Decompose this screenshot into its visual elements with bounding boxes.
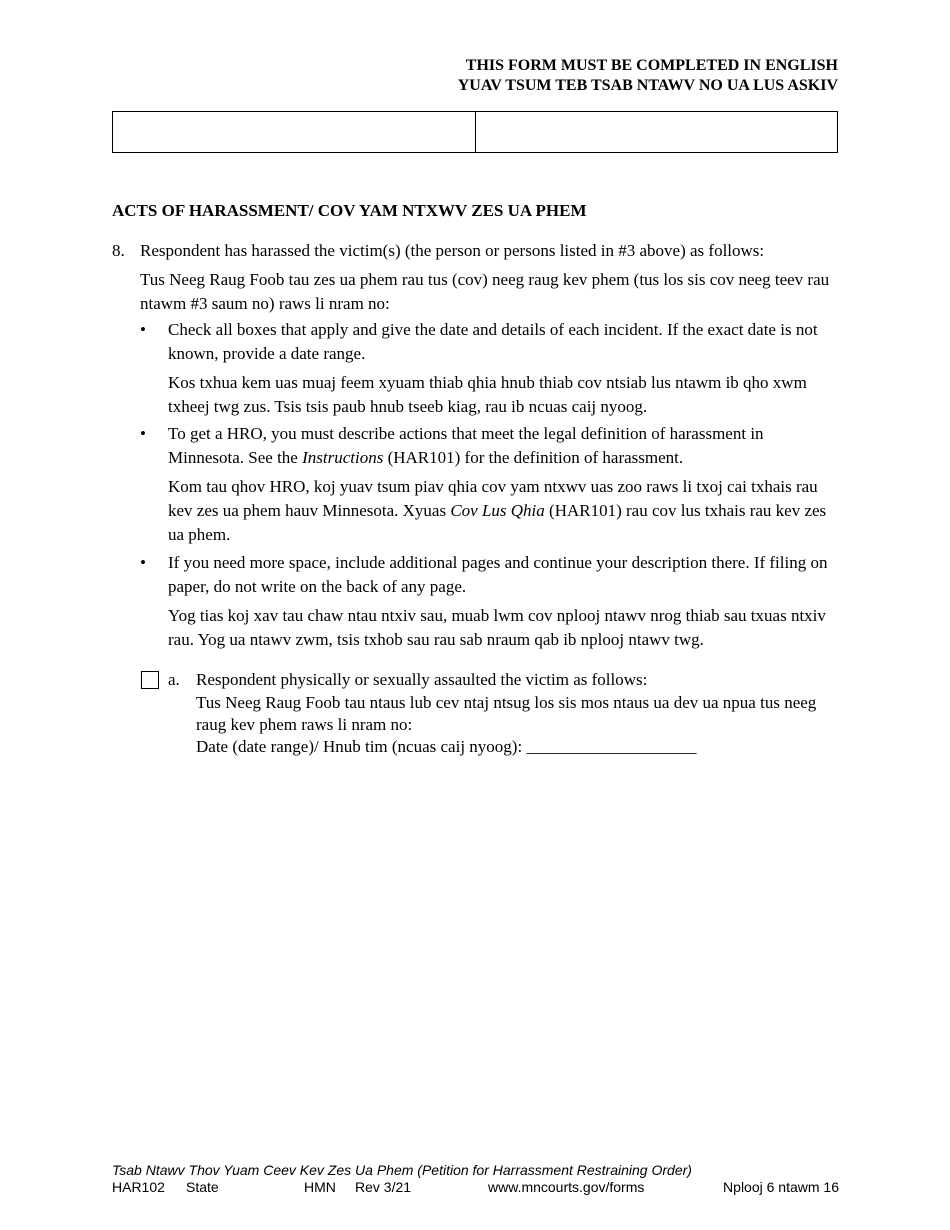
bullet-2-hmong — [168, 475, 840, 547]
bullet-3-hmong: Yog tias koj xav tau chaw ntau ntxiv sau, muab lwm cov nplooj ntawv nrog thiab sau txuas ntxiv rau. Yog ua ntawv zwm, tsis txhob sau rau sab nraum qab ib nplooj ntawv twg. — [168, 606, 826, 649]
assault-checkbox[interactable] — [141, 671, 159, 689]
option-a-text — [196, 668, 846, 758]
case-field-left[interactable] — [113, 112, 475, 152]
bullet-2 — [168, 422, 840, 547]
page-footer — [112, 1162, 839, 1196]
option-letter: a. — [168, 670, 180, 689]
item8-english: Respondent has harassed the victim(s) (the person or persons listed in #3 above) as follows: — [140, 241, 765, 260]
header-hmong: YUAV TSUM TEB TSAB NTAWV NO UA LUS ASKIV — [457, 77, 838, 94]
footer-title: Tsab Ntawv Thov Yuam Ceev Kev Zes Ua Phem (Petition for Harrassment Restraining Order) — [112, 1162, 692, 1178]
bullet-dot: • — [140, 424, 146, 443]
bullet-2-english-post: (HAR101) for the definition of harassment. — [383, 448, 684, 467]
forms-url[interactable]: www.mncourts.gov/forms — [488, 1179, 645, 1195]
case-field-right[interactable] — [475, 112, 838, 152]
item8-text — [140, 239, 840, 316]
date-range-field[interactable]: Date (date range)/ Hnub tim (ncuas caij nyoog): ____________________ — [196, 737, 697, 756]
option-a-hmong: Tus Neeg Raug Foob tau ntaus lub cev ntaj ntsug los sis mos ntaus ua dev ua npua tus neeg raug kev phem raws li nram no: — [196, 693, 817, 734]
form-revision: Rev 3/21 — [355, 1179, 412, 1195]
bullet-3-english: If you need more space, include additional pages and continue your description there. If filing on paper, do not write on the back of any page. — [168, 553, 828, 596]
form-language: HMN — [304, 1179, 336, 1195]
form-header — [458, 56, 838, 96]
item-number: 8. — [112, 241, 125, 260]
bullet-1-hmong: Kos txhua kem uas muaj feem xyuam thiab qhia hnub thiab cov ntsiab lus ntawm ib qho xwm txheej twg zus. Tsis tsis paub hnub tseeb kiag, rau ib ncuas caij nyoog. — [168, 373, 807, 416]
footer-info-row — [112, 1179, 839, 1196]
form-state: State — [186, 1179, 219, 1195]
bullet-dot: • — [140, 320, 146, 339]
bullet-1-english: Check all boxes that apply and give the date and details of each incident. If the exact date is not known, provide a date range. — [168, 320, 818, 363]
header-english: THIS FORM MUST BE COMPLETED IN ENGLISH — [465, 57, 838, 74]
item8-hmong: Tus Neeg Raug Foob tau zes ua phem rau tus (cov) neeg raug kev phem (tus los sis cov neeg teev rau ntawm #3 saum no) raws li nram no: — [140, 270, 830, 313]
bullet-2-hmong-post: (HAR101) rau cov lus txhais rau kev zes ua phem. — [168, 501, 827, 544]
bullet-2-english-pre: To get a HRO, you must describe actions that meet the legal definition of harassment in Minnesota. See the — [168, 424, 764, 467]
bullet-dot: • — [140, 553, 146, 572]
bullet-2-hmong-pre: Kom tau qhov HRO, koj yuav tsum piav qhia cov yam ntxwv uas zoo raws li txoj cai txhais rau kev zes ua phem hauv Minnesota. Xyuas — [168, 477, 818, 520]
instructions-reference: Instructions — [302, 448, 384, 467]
case-info-box — [112, 111, 838, 153]
bullet-1 — [168, 318, 840, 419]
bullet-2-english — [168, 422, 840, 470]
bullet-3 — [168, 551, 840, 652]
option-a-english: Respondent physically or sexually assaulted the victim as follows: — [196, 670, 648, 689]
section-title: ACTS OF HARASSMENT/ COV YAM NTXWV ZES UA PHEM — [112, 201, 587, 220]
page-number: Nplooj 6 ntawm 16 — [723, 1179, 839, 1195]
instructions-reference-hmong: Cov Lus Qhia — [450, 501, 545, 520]
form-id: HAR102 — [112, 1179, 165, 1195]
